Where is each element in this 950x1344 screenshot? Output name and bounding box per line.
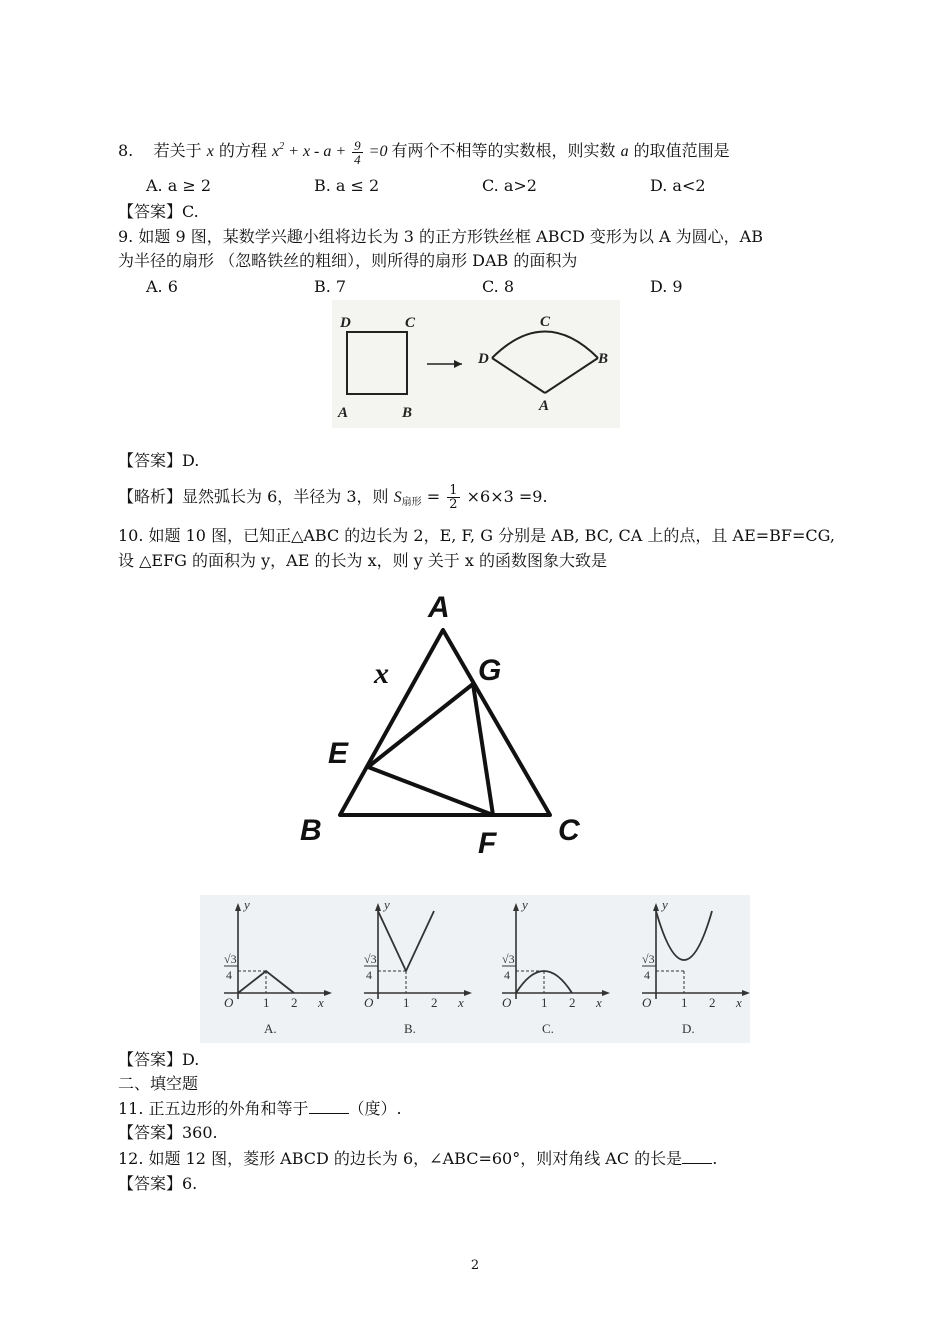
q8-var-x: x — [206, 143, 214, 160]
q12-text: 12. 如题 12 图，菱形 ABCD 的边长为 6，∠ABC=60°，则对角线 AC 的长是 — [118, 1149, 683, 1168]
q10-triangle-figure — [290, 585, 610, 865]
q8-option-d: D. a<2 — [650, 176, 706, 195]
q9-analysis — [118, 484, 548, 514]
analysis-fraction — [447, 484, 459, 511]
q8-option-c: C. a>2 — [482, 176, 537, 195]
tri-label-b: B — [300, 814, 322, 847]
sq-label-a: A — [338, 405, 349, 421]
q8-equation — [272, 137, 391, 167]
eq-fraction — [352, 139, 363, 166]
graph-b-label-sqrt3: √3 — [364, 952, 377, 966]
q8-option-a: A. a ≥ 2 — [146, 176, 212, 195]
eq-exponent: 2 — [279, 141, 285, 152]
eq-end: =0 — [368, 143, 388, 160]
eq-middle: + x - a + — [288, 143, 347, 160]
frac-denominator: 4 — [354, 151, 361, 167]
sq-label-d: D — [340, 315, 351, 331]
q11-stem — [118, 1098, 402, 1120]
graph-b-label-two: 2 — [431, 995, 438, 1010]
eq-x: x — [272, 143, 280, 160]
q8-text-1: 若关于 — [153, 141, 202, 160]
analysis-frac-num: 1 — [449, 483, 458, 498]
frac-numerator: 9 — [354, 137, 361, 153]
analysis-text: 【略析】显然弧长为 6，半径为 3，则 — [118, 487, 389, 506]
q9-answer: 【答案】D. — [118, 451, 200, 470]
q11-unit: （度）. — [348, 1099, 402, 1118]
q8-text-3: 有两个不相等的实数根，则实数 — [391, 141, 616, 160]
q9-option-d: D. 9 — [650, 277, 683, 296]
q8-stem — [118, 136, 730, 166]
q10-answer: 【答案】D. — [118, 1050, 200, 1069]
section-heading: 二、填空题 — [118, 1074, 199, 1093]
q9-option-b: B. 7 — [314, 277, 347, 296]
graph-b-label-x: x — [458, 995, 464, 1010]
graph-d-label-o: O — [642, 995, 652, 1010]
graph-c-name: C. — [542, 1021, 554, 1036]
sec-label-a: A — [539, 398, 550, 414]
graph-a-label-one: 1 — [263, 995, 270, 1010]
graph-d-label-four: 4 — [644, 968, 650, 982]
graph-b-label-y: y — [384, 897, 390, 912]
graph-c-label-x: x — [596, 995, 602, 1010]
q9-figure-bg — [332, 300, 620, 428]
tri-label-f: F — [478, 827, 497, 860]
q10-line-1: 10. 如题 10 图，已知正△ABC 的边长为 2，E, F, G 分别是 AB, BC, CA 上的点，且 AE=BF=CG, — [118, 526, 835, 545]
graph-b-label-o: O — [364, 995, 374, 1010]
tri-label-x: x — [374, 657, 389, 690]
q12-stem — [118, 1148, 717, 1170]
analysis-subscript: 扇形 — [401, 497, 422, 508]
graph-c-label-sqrt3: √3 — [502, 952, 515, 966]
graph-d-label-x: x — [736, 995, 742, 1010]
graph-b-name: B. — [404, 1021, 416, 1036]
q8-text-2: 的方程 — [218, 141, 267, 160]
tri-label-e: E — [328, 737, 349, 770]
q10-graph-options — [200, 895, 750, 1043]
graph-a-label-x: x — [318, 995, 324, 1010]
q8-var-a: a — [620, 143, 629, 160]
q10-line-2: 设 △EFG 的面积为 y，AE 的长为 x，则 y 关于 x 的函数图象大致是 — [118, 551, 608, 570]
graph-d-label-two: 2 — [709, 995, 716, 1010]
q8-text-4: 的取值范围是 — [633, 141, 730, 160]
graph-d-name: D. — [682, 1021, 695, 1036]
analysis-frac-den: 2 — [449, 497, 458, 512]
q11-answer: 【答案】360. — [118, 1123, 218, 1142]
sec-label-d: D — [478, 351, 489, 367]
graph-b-label-one: 1 — [403, 995, 410, 1010]
page-number: 2 — [470, 1258, 480, 1273]
q8-option-b: B. a ≤ 2 — [314, 176, 380, 195]
q8-answer: 【答案】C. — [118, 202, 199, 221]
graphs-bg — [200, 895, 750, 1043]
graph-c-label-y: y — [522, 897, 528, 912]
q8-number: 8. — [118, 141, 134, 160]
q9-option-c: C. 8 — [482, 277, 515, 296]
sq-label-b: B — [402, 405, 413, 421]
graph-a-label-y: y — [244, 897, 250, 912]
q9-line-1: 9. 如题 9 图，某数学兴趣小组将边长为 3 的正方形铁丝框 ABCD 变形为以 A 为圆心，AB — [118, 227, 763, 246]
analysis-s: S — [393, 489, 402, 506]
sec-label-b: B — [598, 351, 609, 367]
q9-line-2: 为半径的扇形 （忽略铁丝的粗细），则所得的扇形 DAB 的面积为 — [118, 251, 578, 270]
graph-c-label-one: 1 — [541, 995, 548, 1010]
tri-label-a: A — [428, 591, 450, 624]
graph-a-label-o: O — [224, 995, 234, 1010]
graph-d-label-sqrt3: √3 — [642, 952, 655, 966]
graph-a-label-two: 2 — [291, 995, 298, 1010]
q12-period: . — [712, 1149, 718, 1168]
triangle-efg — [368, 684, 493, 815]
graph-a-name: A. — [264, 1021, 277, 1036]
q12-answer: 【答案】6. — [118, 1174, 198, 1193]
tri-label-c: C — [558, 814, 580, 847]
graph-c-label-o: O — [502, 995, 512, 1010]
tri-label-g: G — [478, 654, 502, 687]
graph-b-label-four: 4 — [366, 968, 372, 982]
sq-label-c: C — [405, 315, 416, 331]
triangle-abc — [340, 630, 550, 815]
graph-a-label-sqrt3: √3 — [224, 952, 237, 966]
q9-figure — [332, 300, 620, 428]
graph-a-label-four: 4 — [226, 968, 232, 982]
analysis-result: ×6×3 =9. — [466, 487, 548, 506]
graph-d-label-y: y — [662, 897, 668, 912]
sec-label-c: C — [540, 314, 551, 330]
graph-d-label-one: 1 — [681, 995, 688, 1010]
q12-blank[interactable] — [682, 1149, 712, 1164]
graph-c-label-two: 2 — [569, 995, 576, 1010]
q11-text: 11. 正五边形的外角和等于 — [118, 1099, 309, 1118]
analysis-equals: = — [426, 487, 441, 506]
q11-blank[interactable] — [309, 1099, 349, 1114]
q9-option-a: A. 6 — [146, 277, 178, 296]
graph-c-label-four: 4 — [504, 968, 510, 982]
